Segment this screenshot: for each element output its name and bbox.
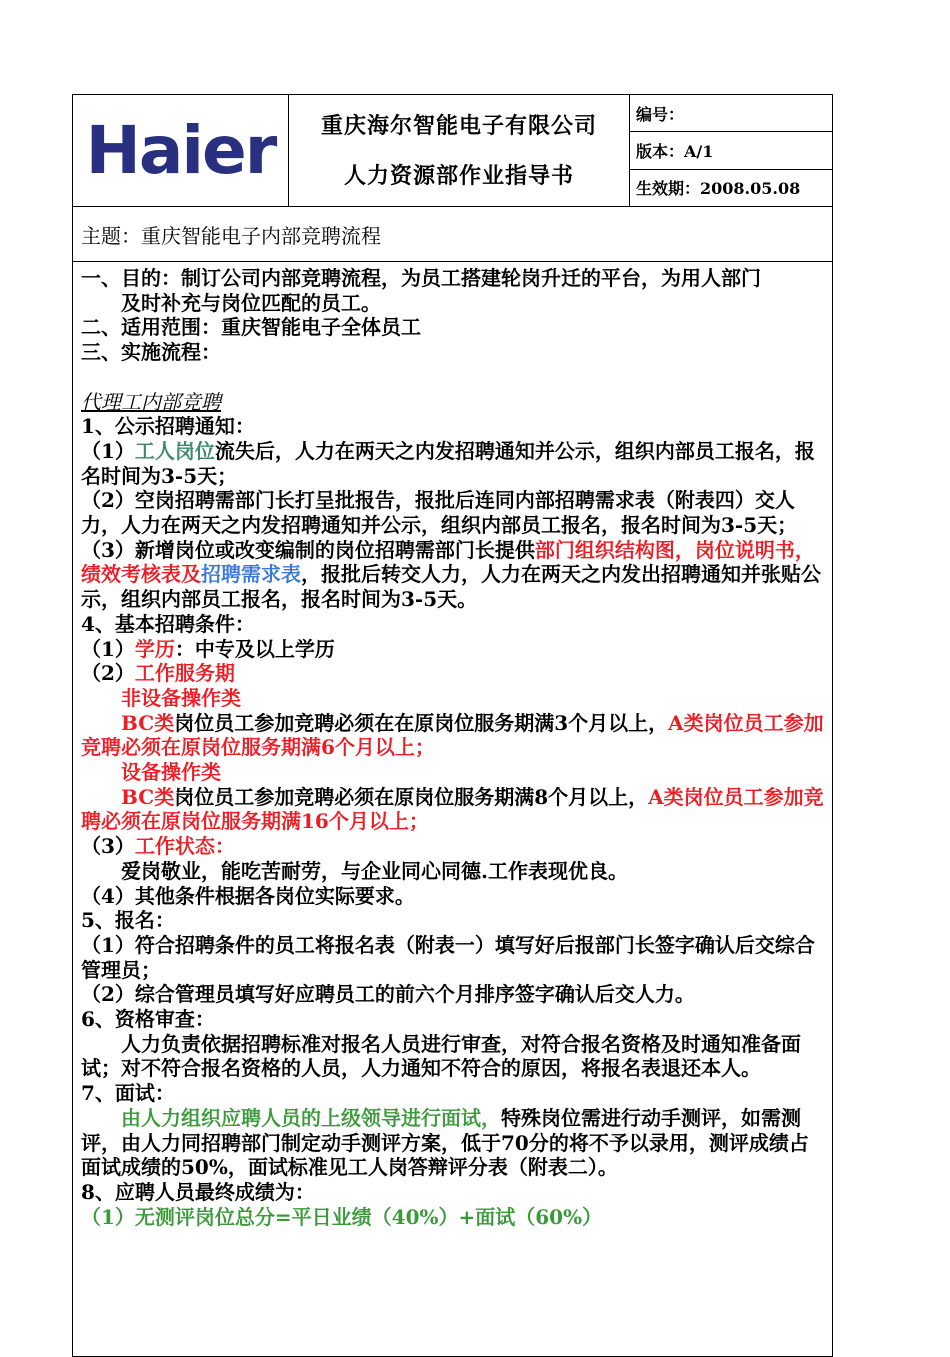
document-content <box>73 262 832 1356</box>
s4-item-4: （4）其他条件根据各岗位实际要求。 <box>81 883 415 908</box>
meta-cell <box>630 95 832 206</box>
s4-title: 4、基本招聘条件： <box>81 611 255 636</box>
s4-item-1: （1）学历：中专及以上学历 <box>81 636 335 661</box>
section-title: 代理工内部竞聘 <box>81 389 221 414</box>
doc-number: 编号： <box>630 95 832 132</box>
s1-item-3: （3）新增岗位或改变编制的岗位招聘需部门长提供部门组织结构图，岗位说明书，绩效考核表及招聘需求表，报批后转交人力，人力在两天之内发出招聘通知并张贴公示，组织内部员工报名，报名时间为3-5天。 <box>81 537 821 612</box>
document-title: 人力资源部作业指导书 <box>343 162 574 189</box>
s5-item-2: （2）综合管理员填写好应聘员工的前六个月排序签字确认后交人力。 <box>81 982 695 1007</box>
title-cell <box>289 95 630 206</box>
logo-cell <box>73 95 289 206</box>
s6-title: 6、资格审查： <box>81 1007 215 1032</box>
s6-body: 人力负责依据招聘标准对报名人员进行审查，对符合报名资格及时通知准备面试；对不符合报名资格的人员，人力通知不符合的原因，将报名表退还本人。 <box>81 1031 801 1081</box>
s1-item-2: （2）空岗招聘需部门长打呈批报告，报批后连同内部招聘需求表（附表四）交人力，人力在两天之内发招聘通知并公示，组织内部员工报名，报名时间为3-5天； <box>81 488 798 538</box>
document-header <box>73 95 832 207</box>
subject-row: 主题：重庆智能电子内部竞聘流程 <box>73 207 832 262</box>
s7-body: 由人力组织应聘人员的上级领导进行面试，特殊岗位需进行动手测评，如需测评，由人力同招聘部门制定动手测评方案，低于70分的将不予以录用，测评成绩占面试成绩的50%，面试标准见工人岗答辩评分表（附表二）。 <box>81 1105 809 1180</box>
process-line: 三、实施流程： <box>81 340 221 365</box>
doc-version: 版本：A/1 <box>630 132 832 169</box>
s8-item-1: （1）无测评岗位总分=平日业绩（40%）+面试（60%） <box>81 1204 603 1229</box>
s4-2b-body: BC类岗位员工参加竞聘必须在原岗位服务期满8个月以上，A类岗位员工参加竞聘必须在原岗位服务期满16个月以上； <box>81 784 824 834</box>
company-name: 重庆海尔智能电子有限公司 <box>320 112 597 139</box>
s4-item-3: （3）工作状态： <box>81 834 235 859</box>
effective-date: 生效期：2008.05.08 <box>636 179 801 199</box>
s1-item-1: （1）工人岗位流失后，人力在两天之内发招聘通知并公示，组织内部员工报名，报名时间为3-5天； <box>81 438 815 488</box>
purpose-line: 一、目的：制订公司内部竞聘流程，为员工搭建轮岗升迁的平台，为用人部门 <box>81 266 761 290</box>
scope-line: 二、适用范围：重庆智能电子全体员工 <box>81 315 421 340</box>
s5-title: 5、报名： <box>81 908 175 933</box>
s8-title: 8、应聘人员最终成绩为： <box>81 1180 315 1204</box>
s4-2a-title: 非设备操作类 <box>121 685 241 710</box>
s4-2b-title: 设备操作类 <box>121 760 221 785</box>
s4-2a-body: BC类岗位员工参加竞聘必须在在原岗位服务期满3个月以上，A类岗位员工参加竞聘必须在原岗位服务期满6个月以上； <box>81 710 824 760</box>
s4-item-2: （2）工作服务期 <box>81 661 235 686</box>
purpose-line-cont: 及时补充与岗位匹配的员工。 <box>121 290 381 315</box>
document-sheet <box>72 94 833 1357</box>
s5-item-1: （1）符合招聘条件的员工将报名表（附表一）填写好后报部门长签字确认后交综合管理员； <box>81 932 815 982</box>
s7-title: 7、面试： <box>81 1081 175 1106</box>
s4-3-body: 爱岗敬业，能吃苦耐劳，与企业同心同德.工作表现优良。 <box>121 858 628 883</box>
s1-title: 1、公示招聘通知： <box>81 414 255 439</box>
haier-logo: Haier <box>85 112 276 189</box>
